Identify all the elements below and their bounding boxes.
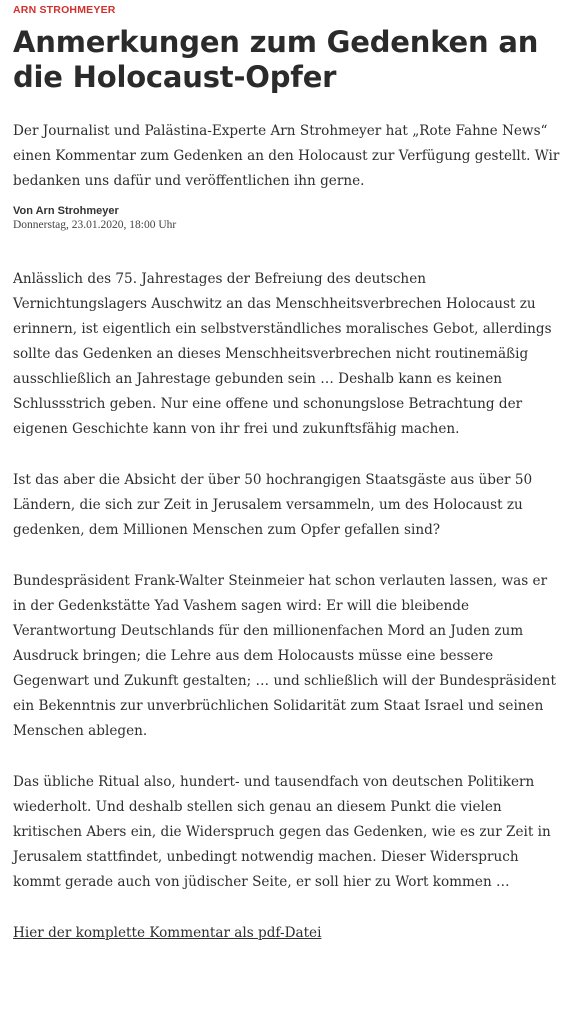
article-body (13, 267, 564, 946)
article-lead: Der Journalist und Palästina-Experte Arn Strohmeyer hat „Rote Fahne News“ einen Kommentar zum Gedenken an den Holocaust zur Verfügung gestellt. Wir bedanken uns dafür und veröffentlichen ihn gerne. (13, 123, 560, 189)
author-kicker[interactable]: ARN STROHMEYER (13, 4, 116, 16)
article-date: Donnerstag, 23.01.2020, 18:00 Uhr (13, 219, 177, 231)
article-paragraph: Das übliche Ritual also, hundert- und tausendfach von deutschen Politikern wiederholt. Und deshalb stellen sich genau an diesem Punkt die vielen kritischen Abers ein, die Widerspruch gegen das Gedenken, wie es zur Zeit in Jerusalem stattfindet, unbedingt notwendig machen. Dieser Widerspruch kommt gerade auch von jüdischer Seite, er soll hier zu Wort kommen … (13, 774, 551, 890)
pdf-download-link[interactable]: Hier der komplette Kommentar als pdf-Datei (13, 925, 322, 941)
article-byline: Von Arn Strohmeyer (13, 205, 119, 217)
article-paragraph: Ist das aber die Absicht der über 50 hochrangigen Staatsgäste aus über 50 Ländern, die sich zur Zeit in Jerusalem versammeln, um des Holocaust zu gedenken, dem Millionen Menschen zum Opfer gefallen sind? (13, 472, 533, 538)
article-paragraph: Anlässlich des 75. Jahrestages der Befreiung des deutschen Vernichtungslagers Auschwitz an das Menschheitsverbrechen Holocaust zu erinnern, ist eigentlich ein selbstverständliches moralisches Gebot, allerdings sollte das Gedenken an dieses Menschheitsverbrechen nicht routinemäßig ausschließlich an Jahrestage gebunden sein … Deshalb kann es keinen Schlussstrich geben. Nur eine offene und schonungslose Betrachtung der eigenen Geschichte kann von ihr frei und zukunftsfähig machen. (13, 271, 552, 437)
article-title: Anmerkungen zum Gedenken an die Holocaust-Opfer (13, 25, 539, 94)
article-paragraph: Bundespräsident Frank-Walter Steinmeier hat schon verlauten lassen, was er in der Gedenkstätte Yad Vashem sagen wird: Er will die bleibende Verantwortung Deutschlands für den millionenfachen Mord an Juden zum Ausdruck bringen; die Lehre aus dem Holocausts müsse eine bessere Gegenwart und Zukunft gestalten; … und schließlich will der Bundespräsident ein Bekenntnis zur unverbrüchlichen Solidarität zum Staat Israel und seinen Menschen ablegen. (13, 573, 556, 739)
